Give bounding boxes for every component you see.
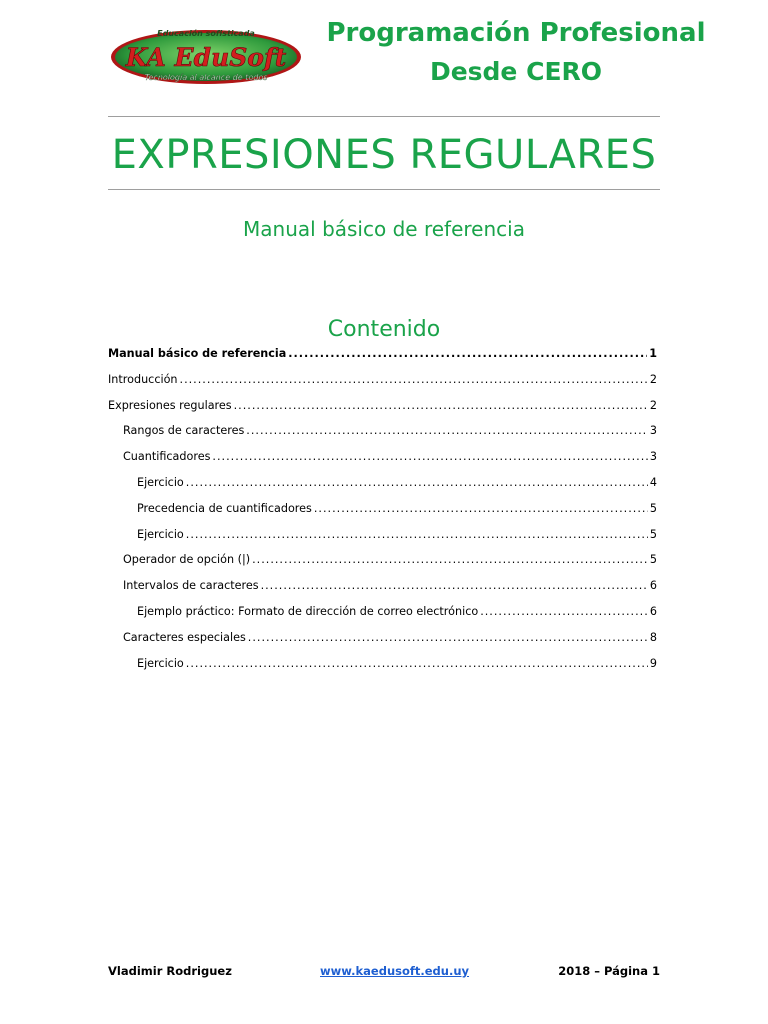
toc-entry-page: 3: [649, 424, 657, 438]
toc-entry-page: 1: [649, 347, 657, 360]
toc-entry-label: Introducción: [108, 372, 178, 386]
toc-entry-label: Expresiones regulares: [108, 398, 232, 412]
toc-entry-page: 6: [649, 604, 657, 618]
footer-page-number: 2018 – Página 1: [558, 964, 660, 978]
toc-entry-page: 5: [649, 553, 657, 567]
toc-entry-page: 2: [649, 372, 657, 386]
toc-entry[interactable]: [108, 347, 660, 373]
toc-entry[interactable]: [108, 579, 660, 605]
toc-entry[interactable]: [108, 553, 660, 579]
toc-entry[interactable]: [108, 605, 660, 631]
toc-entry[interactable]: [108, 476, 660, 502]
toc-entry-label: Cuantificadores: [123, 450, 211, 464]
toc-entry-label: Ejercicio: [137, 475, 184, 489]
title-rule-bottom: [108, 189, 660, 190]
toc-entry-page: 5: [649, 501, 657, 515]
toc-entry-label: Ejemplo práctico: Formato de dirección de correo electrónico: [137, 604, 479, 618]
toc-entry-page: 5: [649, 527, 657, 541]
document-subtitle: Manual básico de referencia: [243, 217, 525, 241]
toc-entry-label: Intervalos de caracteres: [123, 579, 259, 593]
toc-entry[interactable]: [108, 528, 660, 554]
footer-author: Vladimir Rodriguez: [108, 964, 232, 978]
header-course-title: [320, 14, 712, 92]
toc-entry-page: 8: [649, 630, 657, 644]
toc-entry-label: Precedencia de cuantificadores: [137, 501, 312, 515]
toc-entry-label: Manual básico de referencia: [108, 347, 287, 360]
toc-entry-label: Caracteres especiales: [123, 630, 246, 644]
toc-entry[interactable]: [108, 657, 660, 683]
toc-entry-label: Ejercicio: [137, 656, 184, 670]
toc-entry-label: Rangos de caracteres: [123, 424, 245, 438]
toc-entry[interactable]: [108, 424, 660, 450]
page-footer: [108, 964, 660, 984]
svg-text:Educación sofisticada: Educación sofisticada: [157, 29, 255, 38]
header-line-1: Programación Profesional: [326, 18, 706, 48]
toc-entry-page: 2: [649, 398, 657, 412]
footer-website-link[interactable]: www.kaedusoft.edu.uy: [320, 964, 470, 978]
toc-entry[interactable]: [108, 450, 660, 476]
toc-entry-page: 6: [649, 579, 657, 593]
header-line-2: Desde CERO: [429, 57, 603, 86]
kaedusoft-logo: [108, 24, 304, 86]
toc-entry-label: Ejercicio: [137, 527, 184, 541]
svg-text:Tecnología al alcance de todos: Tecnología al alcance de todos: [144, 73, 268, 82]
toc-entry-page: 4: [649, 475, 657, 489]
table-of-contents: [108, 347, 660, 682]
toc-entry[interactable]: [108, 373, 660, 399]
toc-entry-page: 3: [649, 450, 657, 464]
toc-entry[interactable]: [108, 631, 660, 657]
svg-text:KA EduSoft: KA EduSoft: [125, 43, 287, 72]
toc-entry[interactable]: [108, 399, 660, 425]
toc-heading: Contenido: [327, 317, 441, 342]
toc-entry[interactable]: [108, 502, 660, 528]
document-title: EXPRESIONES REGULARES: [111, 132, 657, 178]
title-rule-top: [108, 116, 660, 117]
toc-entry-label: Operador de opción (|): [123, 553, 251, 567]
toc-entry-page: 9: [649, 656, 657, 670]
